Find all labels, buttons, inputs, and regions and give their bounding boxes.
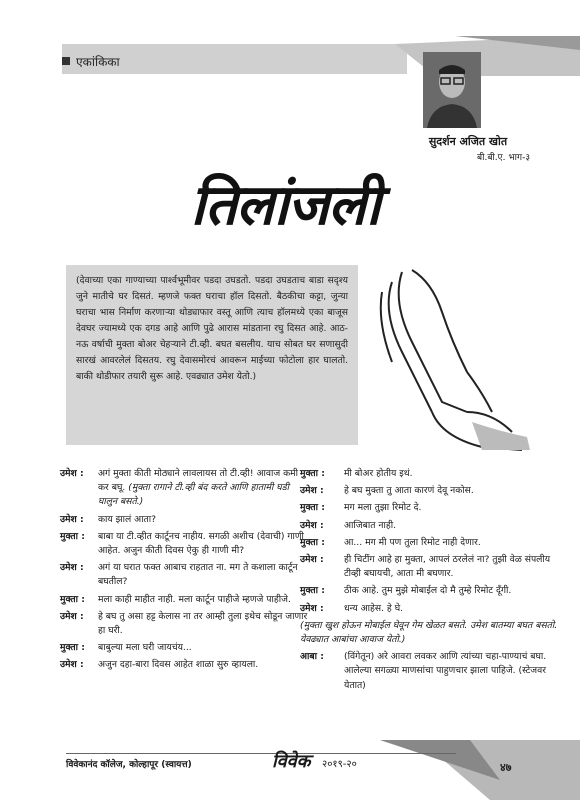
- dialogue-text: हे बघ मुक्ता तु आता कारणं देवू नकोस.: [344, 485, 474, 497]
- speaker-label: मुक्ता :: [60, 593, 85, 605]
- dialogue-line: [60, 641, 310, 655]
- speaker-label: मुक्ता :: [300, 468, 325, 479]
- dialogue-text: काय झालं आता?: [98, 513, 157, 525]
- dialogue-line: [300, 650, 562, 693]
- page-number: ४७: [500, 761, 512, 774]
- dialogue-line: [60, 610, 310, 638]
- speaker-label: मुक्ता :: [60, 642, 85, 654]
- dialogue-line: [60, 513, 310, 527]
- dialogue-text: मला काही माहीत नाही. मला कार्टून पाहीजे म्हणजे पाहीजे.: [98, 593, 291, 605]
- page-title: तिलांजली: [190, 173, 380, 238]
- dialogue-text: आजिबात नाही.: [344, 519, 397, 531]
- stage-direction: (मुक्ता रागाने टी.व्ही बंद करते आणि हातामी घडी घालुन बसते.): [98, 482, 290, 508]
- dialogue-text: धन्य आहेस. हे घे.: [344, 602, 404, 614]
- section-tab: [62, 51, 120, 71]
- dialogue-text: मग मला तुझा रिमोट दे.: [344, 502, 422, 514]
- dialogue-text: (विंगेतून) अरे आवरा लवकर आणि त्यांच्या चहा-पाण्याचं बघा. आलेल्या सगळ्या माणसांचा पाहुणचार झाला पाहिजे. (स्टेजवर येतात): [344, 651, 547, 691]
- dialogue-line: [300, 484, 562, 498]
- speaker-label: उमेश :: [60, 610, 84, 622]
- speaker-label: उमेश :: [60, 562, 84, 574]
- dialogue-line: [300, 519, 562, 533]
- dialogue-line: [60, 658, 310, 672]
- author-photo: [423, 52, 481, 128]
- dialogue-text: ठीक आहे. तुम मुझे मोबाईल दो मै तुम्हे रिमोट दूँगी.: [344, 585, 512, 597]
- speaker-label: मुक्ता :: [300, 502, 325, 514]
- dialogue-line: [60, 467, 310, 510]
- magazine-logo: विवेक: [272, 751, 311, 772]
- speaker-label: उमेश :: [60, 468, 84, 479]
- person-portrait-icon: [423, 52, 481, 128]
- dialogue-text: बाबा या टी.व्हीत कार्टूनच नाहीय. सगळी अशीच (देवाची) गाणी आहेत. अजुन कीती दिवस ऐकु ही गाणी मी?: [98, 530, 304, 557]
- footer-rule: [66, 753, 456, 754]
- dialogue-line: [60, 530, 310, 558]
- section-label: एकांकिका: [76, 54, 120, 69]
- dialogue-column-right: [300, 467, 562, 696]
- dialogue-text: ही चिटींग आहे हा मुक्ता, आपलं ठरलेलं ना? तुझी वेळ संपलीय टीव्ही बघायची, आता मी बघणार.: [344, 554, 551, 580]
- dialogue-text: हे बघ तु असा हट्ट केलास ना तर आम्ही तुला इथेच सोडून जाणार हा घरी.: [98, 610, 308, 637]
- dialogue-text: अगं या घरात फक्त आबाच राहतात ना. मग ते कशाला कार्टून बघतील?: [98, 562, 298, 588]
- speaker-label: मुक्ता :: [300, 585, 325, 597]
- dialogue-line: [300, 553, 562, 581]
- speaker-label: उमेश :: [300, 554, 324, 566]
- dialogue-text: अजुन दहा-बारा दिवस आहेत शाळा सुरु व्हायला.: [98, 659, 259, 671]
- dialogue-line: [300, 467, 562, 481]
- square-bullet-icon: [62, 57, 70, 65]
- author-course: बी.बी.ए. भाग-३: [476, 153, 530, 163]
- dialogue-line: [60, 561, 310, 589]
- dialogue-line: [300, 536, 562, 550]
- footer-triangle-decoration: [380, 720, 580, 800]
- dialogue-text: बाबुल्या मला घरी जायचंय...: [98, 642, 192, 654]
- dialogue-line: [60, 593, 310, 607]
- dialogue-line: [300, 584, 562, 598]
- dialogue-column-left: [60, 467, 310, 676]
- stage-direction: (मुक्ता खुश होऊन मोबाईल घेवून गेम खेळत बसते. उमेश बातम्या बघत बसतो. येवढ्यात आबांचा आवाज येतो.): [300, 619, 558, 646]
- speaker-label: मुक्ता :: [60, 530, 85, 542]
- dialogue-line: [300, 501, 562, 515]
- dialogue-text: मी बोअर होतीय इथं.: [344, 468, 413, 479]
- praying-hands-icon: [372, 262, 532, 452]
- speaker-label: उमेश :: [60, 513, 84, 525]
- speaker-label: उमेश :: [300, 519, 324, 531]
- footer-college-name: विवेकानंद कॉलेज, कोल्हापूर (स्वायत्त): [66, 760, 192, 770]
- speaker-label: उमेश :: [300, 602, 324, 614]
- dialogue-text: आ... मग मी पण तुला रिमोट नाही देणार.: [344, 536, 481, 548]
- dialogue-text: अगं मुक्ता कीती मोठ्याने लावलायस तो टी.व्ही! आवाज कमी कर बघू.: [98, 468, 298, 494]
- speaker-label: उमेश :: [300, 485, 324, 497]
- speaker-label: आबा :: [300, 651, 324, 663]
- author-name: सुदर्शन अजित खोत: [428, 135, 508, 148]
- speaker-label: मुक्ता :: [300, 536, 325, 548]
- footer-year: २०१९-२०: [322, 759, 357, 770]
- speaker-label: उमेश :: [60, 659, 84, 671]
- intro-box: (देवाच्या एका गाण्याच्या पार्श्वभूमीवर पडदा उघडतो. पडदा उघडताच बाडा सदृश्य जुने मातीचे घर दिसतं. म्हणजे फक्त घराचा हॉल दिसतो. बैठकीचा कट्टा, जुन्या घराचा भास निर्माण करणाऱ्या थोड्याफार वस्तू आणि त्याच हॉलमध्ये एका बाजूस देवघर ज्यामध्ये एक दगड आहे आणि पुढे आरास मांडताना रघु दिसत आहे. आठ-नऊ वर्षाची मुक्ता बोअर चेहऱ्याने टी.व्ही. बघत बसलीय. याच सोबत घर सणासुदी सारखं आवरलेलं दिसतय. रघु देवासमोरचं आवरून माईच्या फोटोला हार घालतो. बाकी थोडीफार तयारी सुरू आहे. एवढ्यात उमेश येतो.): [66, 265, 358, 445]
- dialogue-line: [300, 602, 562, 616]
